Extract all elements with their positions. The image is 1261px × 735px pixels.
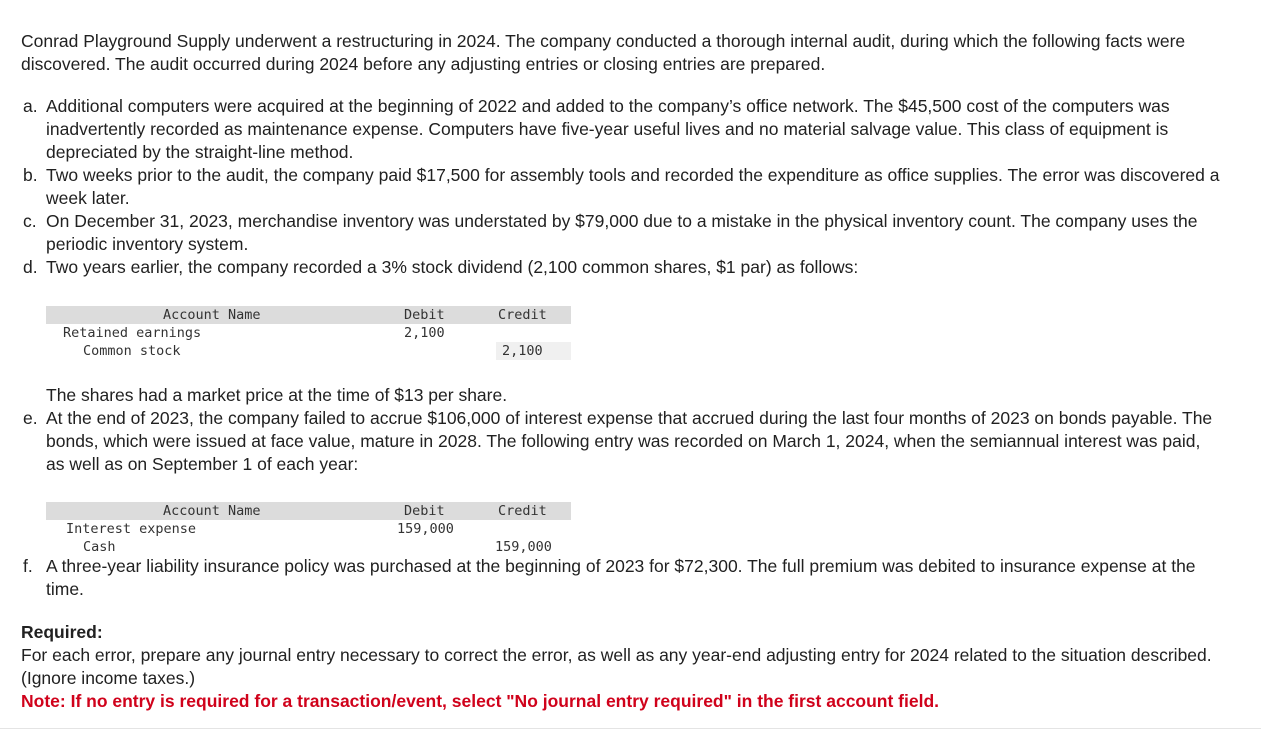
debit-account: Interest expense [66, 521, 197, 537]
header-credit: Credit [498, 503, 547, 519]
debit-amount: 2,100 [404, 325, 445, 341]
required-label: Required: [21, 622, 103, 642]
credit-amount: 2,100 [502, 343, 543, 359]
credit-account: Cash [83, 539, 116, 555]
credit-account: Common stock [83, 343, 181, 359]
fact-c [21, 210, 1221, 256]
header-debit: Debit [404, 503, 445, 519]
header-credit: Credit [498, 307, 547, 323]
note-text: Note: If no entry is required for a transaction/event, select "No journal entry required" in the first account field. [21, 691, 940, 711]
shares-note: The shares had a market price at the time of $13 per share. [46, 385, 508, 405]
fact-marker: b. [23, 165, 38, 185]
fact-marker: a. [23, 96, 38, 116]
intro-paragraph: Conrad Playground Supply underwent a restructuring in 2024. The company conducted a thorough internal audit, during which the following facts were discovered. The audit occurred during 2024 before any adjusting entries or closing entries are prepared. [21, 31, 1186, 74]
header-debit: Debit [404, 307, 445, 323]
fact-text: On December 31, 2023, merchandise inventory was understated by $79,000 due to a mistake in the physical inventory count. The company uses the periodic inventory system. [46, 211, 1198, 254]
fact-a [21, 95, 1221, 164]
facts-list-a-d [21, 95, 1221, 279]
fact-d [21, 256, 1221, 279]
fact-e [21, 407, 1221, 476]
fact-text: At the end of 2023, the company failed to accrue $106,000 of interest expense that accrued during the last four months of 2023 on bonds payable. The bonds, which were issued at face value, mature in 2028. The following entry was recorded on March 1, 2024, when the semiannual interest was paid, as well as on September 1 of each year: [46, 408, 1213, 474]
facts-list-f [21, 555, 1221, 601]
divider [0, 728, 1261, 729]
header-account-name: Account Name [163, 307, 261, 323]
fact-text: A three-year liability insurance policy was purchased at the beginning of 2023 for $72,300. The full premium was debited to insurance expense at the time. [46, 556, 1196, 599]
debit-amount: 159,000 [397, 521, 454, 537]
journal-header-row [46, 306, 571, 324]
fact-text: Two years earlier, the company recorded a 3% stock dividend (2,100 common shares, $1 par) as follows: [46, 257, 859, 277]
required-text: For each error, prepare any journal entry necessary to correct the error, as well as any year-end adjusting entry for 2024 related to the situation described. (Ignore income taxes.) [21, 645, 1212, 688]
fact-text: Two weeks prior to the audit, the company paid $17,500 for assembly tools and recorded the expenditure as office supplies. The error was discovered a week later. [46, 165, 1220, 208]
fact-f [21, 555, 1221, 601]
fact-marker: e. [23, 408, 38, 428]
fact-text: Additional computers were acquired at the beginning of 2022 and added to the company’s office network. The $45,500 cost of the computers was inadvertently recorded as maintenance expense. Computers have five-year useful lives and no material salvage value. This class of equipment is depreciated by the straight-line method. [46, 96, 1170, 162]
fact-marker: f. [23, 556, 33, 576]
credit-amount: 159,000 [495, 539, 552, 555]
fact-marker: c. [23, 211, 37, 231]
header-account-name: Account Name [163, 503, 261, 519]
debit-account: Retained earnings [63, 325, 202, 341]
fact-b [21, 164, 1221, 210]
journal-header-row [46, 502, 571, 520]
fact-marker: d. [23, 257, 38, 277]
facts-list-e [21, 407, 1221, 476]
